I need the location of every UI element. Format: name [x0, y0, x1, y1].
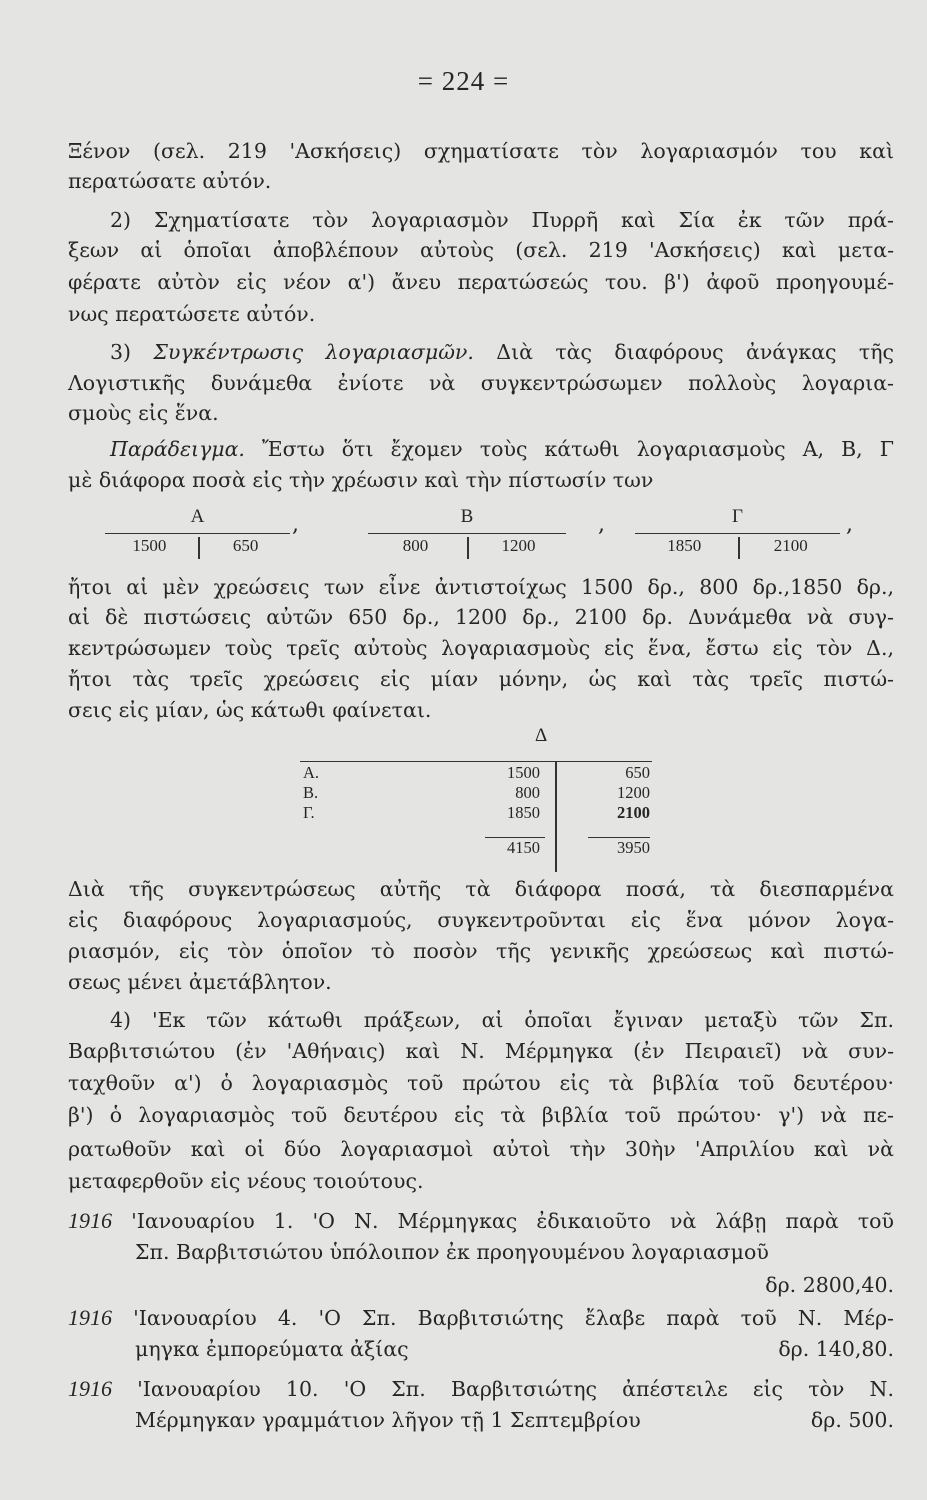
example-label: Παράδειγμα.	[110, 437, 245, 461]
text-line: Διὰ τῆς συγκεντρώσεως αὐτῆς τὰ διάφορα ποσά, τὰ διεσπαρμένα	[68, 877, 894, 901]
entry-line: Σπ. Βαρβιτσιώτου ὑπόλοιπον ἐκ προηγουμένου λογαριασμοῦ	[135, 1240, 769, 1264]
row-credit: 2100	[617, 803, 650, 822]
entry-text: 'Ιανουαρίου 10. 'Ο Σπ. Βαρβιτσιώτης ἀπέστειλε εἰς τὸν Ν.	[137, 1377, 894, 1401]
t-account-debit: 1500	[132, 536, 167, 555]
t-account-debit: 1850	[667, 536, 702, 555]
text-line: σεως μένει ἀμετάβλητον.	[68, 970, 332, 994]
entry-amount: δρ. 2800,40.	[765, 1273, 894, 1297]
t-account-name: Β	[460, 506, 474, 527]
entry-line	[135, 1334, 894, 1364]
row-credit: 650	[625, 763, 650, 782]
text-line: εἰς διαφόρους λογαριασμούς, συγκεντροῦνται εἰς ἕνα μόνον λογα-	[68, 908, 894, 932]
entry-amount: δρ. 500.	[810, 1408, 894, 1432]
text-line: κεντρώσωμεν τοὺς τρεῖς αὐτοὺς λογαριασμοὺς εἰς ἕνα, ἔστω εἰς τὸν Δ.,	[68, 636, 894, 660]
t-account-rule	[105, 533, 290, 534]
row-debit: 1850	[507, 803, 540, 822]
row-label: Α.	[303, 763, 320, 782]
row-debit: 800	[515, 783, 540, 802]
t-account-credit: 650	[232, 536, 259, 555]
text-line: ρατωθοῦν καὶ οἱ δύο λογαριασμοὶ αὐτοὶ τὴν 30ὴν 'Απριλίου καὶ νὰ	[68, 1137, 894, 1161]
text-line: Ξένον (σελ. 219 'Ασκήσεις) σχηματίσατε τὸν λογαριασμόν του καὶ	[68, 139, 894, 163]
example-text: Ἔστω ὅτι ἔχομεν τοὺς κάτωθι λογαριασμοὺς Α, Β, Γ	[262, 437, 894, 461]
t-account-credit: 1200	[501, 536, 536, 555]
combined-account-divider	[555, 762, 557, 872]
text-line: ξεων αἱ ὁποῖαι ἀποβλέπουν αὐτοὺς (σελ. 219 'Ασκήσεις) καὶ μετα-	[68, 238, 894, 262]
text-line: αἱ δὲ πιστώσεις αὐτῶν 650 δρ., 1200 δρ., 2100 δρ. Δυνάμεθα νὰ συγ-	[68, 605, 894, 629]
text-line: ριασμόν, εἰς τὸν ὁποῖον τὸ ποσὸν τῆς γενικῆς χρεώσεως καὶ πιστώ-	[68, 939, 894, 963]
combined-account-title: Δ	[535, 725, 548, 746]
text-line: νως περατώσετε αὐτόν.	[68, 302, 316, 326]
text-line: Βαρβιτσιώτου (ἐν 'Αθήναις) καὶ Ν. Μέρμηγκα (ἐν Πειραιεῖ) νὰ συν-	[68, 1039, 894, 1063]
text-line: σμοὺς εἰς ἕνα.	[68, 401, 219, 425]
combined-account-rule	[300, 761, 652, 762]
page-number-header: = 224 =	[417, 66, 510, 96]
text-line: μεταφερθοῦν εἰς νέους τοιούτους.	[68, 1169, 424, 1193]
entry-year: 1916	[68, 1208, 112, 1233]
text-line: μὲ διάφορα ποσὰ εἰς τὴν χρέωσιν καὶ τὴν πίστωσίν των	[68, 468, 654, 492]
entry-line	[68, 1206, 894, 1236]
entry-line	[68, 1303, 894, 1333]
t-account-rule	[368, 533, 566, 534]
entry-line	[68, 1374, 894, 1404]
t-account-divider	[738, 537, 740, 559]
entry-amount: δρ. 140,80.	[778, 1337, 894, 1361]
text-line: ταχθοῦν α') ὁ λογαριασμὸς τοῦ πρώτου εἰς τὰ βιβλία τοῦ δευτέρου·	[68, 1071, 894, 1095]
t-account-divider	[467, 537, 469, 559]
section-text: Διὰ τὰς διαφόρους ἀνάγκας τῆς	[496, 340, 894, 364]
entry-year: 1916	[68, 1376, 112, 1401]
text-line: σεις εἰς μίαν, ὡς κάτωθι φαίνεται.	[68, 698, 432, 722]
section-3-heading-line	[110, 337, 894, 367]
separator-comma: ,	[846, 512, 853, 537]
t-account-divider	[198, 537, 200, 559]
separator-comma: ,	[292, 512, 299, 537]
t-account-name: Γ	[732, 506, 743, 527]
entry-line	[135, 1405, 894, 1435]
text-line: ἤτοι τὰς τρεῖς χρεώσεις εἰς μίαν μόνην, ὡς καὶ τὰς τρεῖς πιστώ-	[68, 667, 894, 691]
entry-text: Μέρμηγκαν γραμμάτιον λῆγον τῇ 1 Σεπτεμβρίου	[135, 1408, 641, 1432]
entry-text: 'Ιανουαρίου 4. 'Ο Σπ. Βαρβιτσιώτης ἔλαβε παρὰ τοῦ Ν. Μέρ-	[133, 1306, 894, 1330]
t-account-a	[105, 506, 290, 566]
text-line: περατώσατε αὐτόν.	[68, 169, 272, 193]
section-number: 3)	[110, 340, 132, 364]
entry-text: μηγκα ἐμπορεύματα ἀξίας	[135, 1337, 409, 1361]
total-debit: 4150	[507, 838, 540, 857]
row-label: Β.	[303, 783, 319, 802]
entry-year: 1916	[68, 1305, 112, 1330]
text-line: φέρατε αὐτὸν εἰς νέον α') ἄνευ περατώσεώς του. β') ἀφοῦ προηγουμέ-	[68, 270, 894, 294]
text-line: Λογιστικῆς δυνάμεθα ἐνίοτε νὰ συγκεντρώσωμεν πολλοὺς λογαρια-	[68, 371, 894, 395]
t-account-debit: 800	[402, 536, 429, 555]
row-debit: 1500	[507, 763, 540, 782]
section-title: Συγκέντρωσις λογαριασμῶν.	[153, 340, 474, 364]
t-account-g	[635, 506, 840, 566]
combined-account-d	[300, 725, 660, 857]
text-line: 2) Σχηματίσατε τὸν λογαριασμὸν Πυρρῆ καὶ Σία ἐκ τῶν πρά-	[110, 208, 894, 232]
entry-text: 'Ιανουαρίου 1. 'Ο Ν. Μέρμηγκας ἐδικαιοῦτο νὰ λάβῃ παρὰ τοῦ	[131, 1209, 894, 1233]
separator-comma: ,	[598, 512, 605, 537]
example-line	[110, 434, 894, 464]
text-line: β') ὁ λογαριασμὸς τοῦ δευτέρου εἰς τὰ βιβλία τοῦ πρώτου· γ') νὰ πε-	[68, 1103, 894, 1127]
row-credit: 1200	[617, 783, 650, 802]
t-account-b	[368, 506, 566, 566]
total-credit: 3950	[617, 838, 650, 857]
text-line: ἤτοι αἱ μὲν χρεώσεις των εἶνε ἀντιστοίχως 1500 δρ., 800 δρ.,1850 δρ.,	[68, 575, 894, 599]
t-account-name: Α	[190, 506, 205, 527]
row-label: Γ.	[303, 803, 315, 822]
text-line: 4) 'Εκ τῶν κάτωθι πράξεων, αἱ ὁποῖαι ἔγιναν μεταξὺ τῶν Σπ.	[110, 1008, 894, 1032]
t-account-credit: 2100	[773, 536, 808, 555]
t-account-rule	[635, 533, 840, 534]
